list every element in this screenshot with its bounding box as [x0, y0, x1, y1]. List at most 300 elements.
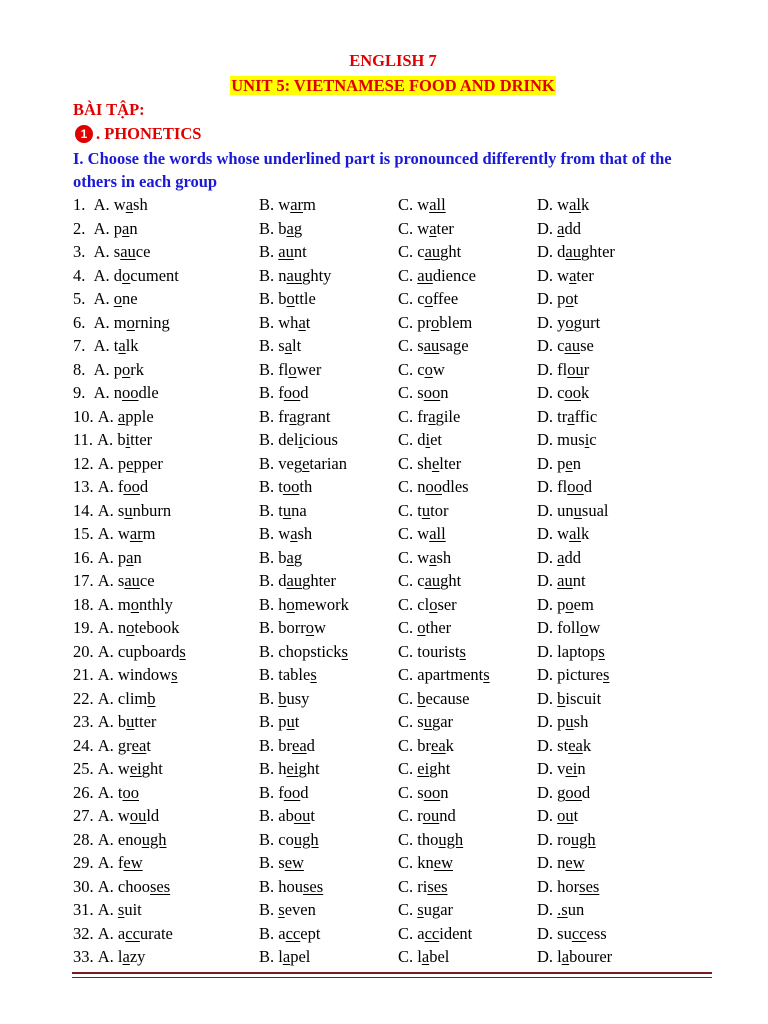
option-c: C. caught — [398, 571, 462, 590]
option-b: B. naughty — [259, 265, 332, 285]
question-row — [73, 334, 713, 358]
option-a: 25. A. weight — [73, 759, 163, 778]
underlined-part: au — [423, 336, 440, 355]
option-letter: B. — [259, 265, 279, 285]
underlined-part: a — [125, 195, 134, 214]
underlined-part: a — [567, 406, 575, 426]
underlined-part: ou — [129, 806, 147, 825]
underlined-part: s — [483, 665, 490, 684]
option-letter: C. — [398, 594, 418, 614]
question-row — [73, 569, 713, 593]
option-letter: A. — [97, 853, 118, 872]
option-letter: B. — [259, 359, 279, 379]
underlined-part: b — [278, 688, 287, 708]
underlined-part: o — [130, 594, 140, 614]
option-b: B. sew — [259, 853, 304, 872]
underlined-part: au — [424, 242, 441, 261]
option-c: C. sugar — [398, 712, 454, 731]
option-c: C. soon — [398, 383, 449, 402]
option-b: B. lapel — [259, 947, 311, 966]
option-c: C. closer — [398, 594, 457, 614]
option-letter: D. — [537, 618, 558, 637]
option-letter: A. — [97, 688, 118, 708]
question-number: 31. — [73, 900, 98, 919]
question-row — [73, 593, 713, 617]
option-a: 23. A. butter — [73, 712, 157, 731]
underlined-part: a — [284, 336, 293, 355]
underlined-part: a — [122, 218, 130, 238]
section-number-badge: 1 — [75, 125, 93, 143]
option-letter: C. — [398, 947, 418, 966]
question-number: 2. — [73, 218, 94, 238]
option-c: C. diet — [398, 430, 443, 449]
question-number: 23. — [73, 712, 98, 731]
underlined-part: u — [126, 712, 135, 731]
option-a: 17. A. sauce — [73, 571, 155, 590]
option-letter: D. — [537, 336, 558, 355]
option-d: D. new — [537, 853, 585, 872]
underlined-part: ea — [431, 735, 446, 755]
instruction-text: I. Choose the words whose underlined part is pronounced differently from that of the others in each group — [73, 149, 672, 191]
underlined-part: a — [428, 406, 436, 426]
option-letter: D. — [537, 500, 558, 520]
underlined-part: au — [564, 336, 581, 355]
underlined-part: a — [286, 547, 294, 567]
option-d: D. out — [537, 806, 579, 825]
option-b: B. homework — [259, 594, 349, 614]
underlined-part: ugh — [438, 829, 464, 849]
underlined-part: u — [286, 712, 295, 731]
option-letter: D. — [537, 571, 558, 590]
option-letter: C. — [398, 312, 418, 332]
option-a: 2. A. pan — [73, 218, 138, 238]
underlined-part: e — [302, 453, 310, 473]
option-letter: D. — [537, 218, 558, 238]
option-c: C. knew — [398, 853, 454, 872]
underlined-part: a — [298, 312, 306, 332]
question-number: 21. — [73, 665, 98, 684]
option-b: B. put — [259, 712, 300, 731]
option-d: D. water — [537, 265, 594, 285]
option-letter: C. — [398, 218, 418, 238]
underlined-part: oo — [423, 383, 441, 402]
option-a: 7. A. talk — [73, 336, 139, 355]
option-d: D. walk — [537, 524, 590, 543]
underlined-part: cc — [571, 923, 587, 943]
option-b: B. about — [259, 806, 315, 825]
underlined-part: oo — [564, 383, 581, 402]
question-number: 7. — [73, 336, 94, 355]
option-letter: C. — [398, 829, 418, 849]
underlined-part: s — [602, 665, 610, 684]
option-letter: C. — [398, 453, 418, 473]
underlined-part: o — [288, 359, 297, 379]
underlined-part: o — [580, 618, 589, 637]
option-letter: B. — [259, 406, 279, 426]
underlined-part: u — [124, 500, 133, 520]
option-letter: D. — [537, 195, 558, 214]
option-a: 14. A. sunburn — [73, 500, 172, 520]
option-b: B. bread — [259, 735, 315, 755]
option-a: 5. A. one — [73, 289, 138, 308]
option-letter: C. — [398, 406, 418, 426]
question-row — [73, 757, 713, 781]
question-number: 14. — [73, 500, 98, 520]
underlined-part: a — [126, 547, 134, 567]
option-letter: A. — [97, 500, 118, 520]
underlined-part: ew — [123, 853, 143, 872]
underlined-part: a — [286, 218, 294, 238]
option-c: C. sugar — [398, 900, 454, 919]
option-letter: A. — [93, 312, 114, 332]
option-d: D. follow — [537, 618, 601, 637]
underlined-part: a — [557, 547, 565, 567]
option-letter: D. — [537, 289, 558, 308]
question-row — [73, 499, 713, 523]
option-d: D. cause — [537, 336, 594, 355]
option-letter: A. — [97, 430, 118, 449]
option-letter: B. — [259, 336, 279, 355]
option-letter: A. — [97, 923, 118, 943]
option-letter: A. — [97, 406, 118, 426]
option-c: C. label — [398, 947, 450, 966]
underlined-part: s — [117, 900, 125, 919]
option-a: 24. A. great — [73, 735, 151, 755]
underlined-part: i — [125, 430, 131, 449]
option-letter: A. — [97, 618, 118, 637]
underlined-part: e — [565, 453, 573, 473]
question-row — [73, 922, 713, 946]
option-c: C. break — [398, 735, 454, 755]
option-letter: D. — [537, 406, 558, 426]
underlined-part: o — [565, 594, 574, 614]
option-a: 13. A. food — [73, 477, 149, 496]
option-letter: B. — [259, 547, 279, 567]
option-d: D. daughter — [537, 242, 615, 261]
option-a: 12. A. pepper — [73, 453, 163, 473]
option-letter: A. — [97, 829, 118, 849]
option-a: 16. A. pan — [73, 547, 142, 567]
option-letter: B. — [259, 618, 279, 637]
option-a: 29. A. few — [73, 853, 143, 872]
underlined-part: au — [565, 242, 581, 261]
option-b: B. bag — [259, 218, 303, 238]
option-letter: B. — [259, 829, 279, 849]
option-letter: B. — [259, 312, 279, 332]
question-number: 13. — [73, 477, 98, 496]
underlined-part: o — [565, 289, 574, 308]
underlined-part: au — [557, 571, 573, 590]
question-row — [73, 710, 713, 734]
option-letter: A. — [93, 242, 114, 261]
underlined-part: ei — [565, 759, 578, 778]
underlined-part: ew — [284, 853, 304, 872]
underlined-part: ei — [417, 759, 430, 778]
option-letter: B. — [259, 383, 279, 402]
underlined-part: all — [429, 195, 446, 214]
question-number: 20. — [73, 641, 98, 661]
question-number: 22. — [73, 688, 98, 708]
option-letter: B. — [259, 759, 279, 778]
phonetics-heading — [73, 122, 713, 146]
option-letter: A. — [97, 900, 118, 919]
option-b: B. food — [259, 383, 309, 402]
option-a: 18. A. monthly — [73, 594, 173, 614]
option-letter: B. — [259, 500, 279, 520]
option-b: B. wash — [259, 524, 313, 543]
option-letter: D. — [537, 665, 558, 684]
option-d: D. pot — [537, 289, 579, 308]
option-d: D. unusual — [537, 500, 609, 520]
option-letter: C. — [398, 641, 418, 661]
option-d: D. rough — [537, 829, 596, 849]
option-letter: A. — [93, 265, 114, 285]
underlined-part: s — [417, 900, 424, 919]
option-letter: D. — [537, 477, 558, 496]
option-letter: C. — [398, 430, 418, 449]
option-d: D. pictures — [537, 665, 610, 684]
question-row — [73, 217, 713, 241]
option-letter: D. — [537, 524, 558, 543]
underlined-part: ar — [290, 195, 304, 214]
question-row — [73, 851, 713, 875]
underlined-part: oo — [425, 477, 443, 496]
underlined-part: au — [286, 265, 303, 285]
option-letter: C. — [398, 923, 418, 943]
underlined-part: all — [429, 524, 446, 543]
option-letter: B. — [259, 218, 279, 238]
option-letter: B. — [259, 289, 279, 308]
option-letter: B. — [259, 900, 279, 919]
option-letter: D. — [537, 759, 558, 778]
underlined-part: oo — [567, 477, 584, 496]
underlined-part: oo — [122, 383, 139, 402]
underlined-part: ea — [131, 735, 147, 755]
underlined-part: s — [278, 900, 285, 919]
underlined-part: al — [569, 524, 582, 543]
underlined-part: o — [429, 594, 438, 614]
underlined-part: o — [424, 359, 433, 379]
question-number: 4. — [73, 265, 94, 285]
underlined-part: ugh — [293, 829, 319, 849]
option-c: C. round — [398, 806, 456, 825]
option-d: D. poem — [537, 594, 594, 614]
question-row — [73, 546, 713, 570]
question-number: 17. — [73, 571, 98, 590]
option-a: 31. A. suit — [73, 900, 142, 919]
option-letter: D. — [537, 688, 558, 708]
option-letter: B. — [259, 477, 279, 496]
option-b: B. houses — [259, 876, 324, 896]
question-number: 18. — [73, 594, 98, 614]
underlined-part: ew — [433, 853, 454, 872]
question-row — [73, 240, 713, 264]
question-number: 3. — [73, 242, 94, 261]
footer-rule-thin — [72, 977, 712, 978]
underlined-part: s — [341, 641, 348, 661]
underlined-part: cc — [424, 923, 440, 943]
option-d: D. pen — [537, 453, 581, 473]
underlined-part: ei — [286, 759, 299, 778]
option-a: 15. A. warm — [73, 524, 156, 543]
option-letter: B. — [259, 876, 279, 896]
question-row — [73, 381, 713, 405]
underlined-part: a — [429, 547, 437, 567]
option-letter: C. — [398, 524, 418, 543]
option-b: B. accept — [259, 923, 321, 943]
option-c: C. shelter — [398, 453, 462, 473]
option-a: 3. A. sauce — [73, 242, 151, 261]
option-d: D. traffic — [537, 406, 598, 426]
option-d: D. music — [537, 430, 597, 449]
underlined-part: au — [417, 265, 433, 285]
option-letter: D. — [537, 265, 558, 285]
question-row — [73, 875, 713, 899]
option-b: B. busy — [259, 688, 310, 708]
option-letter: B. — [259, 853, 279, 872]
option-a: 4. A. document — [73, 265, 179, 285]
underlined-part: au — [424, 571, 441, 590]
underlined-part: o — [113, 289, 123, 308]
underlined-part: ea — [568, 735, 583, 755]
option-d: D. success — [537, 923, 607, 943]
option-c: C. apartments — [398, 665, 490, 684]
underlined-part: u — [282, 500, 292, 520]
option-letter: B. — [259, 712, 279, 731]
option-b: B. seven — [259, 900, 316, 919]
option-b: B. bottle — [259, 289, 316, 308]
underlined-part: s — [459, 641, 466, 661]
underlined-part: a — [117, 406, 126, 426]
underlined-part: o — [417, 618, 426, 637]
option-letter: C. — [398, 195, 418, 214]
underlined-part: ugh — [141, 829, 167, 849]
option-letter: A. — [93, 336, 114, 355]
option-a: 1. A. wash — [73, 195, 148, 214]
option-letter: B. — [259, 923, 279, 943]
option-b: B. cough — [259, 829, 319, 849]
underlined-part: .s — [557, 900, 568, 919]
option-letter: A. — [97, 524, 118, 543]
option-d: D. good — [537, 782, 591, 802]
question-row — [73, 616, 713, 640]
option-letter: C. — [398, 289, 418, 308]
underlined-part: a — [429, 218, 437, 238]
underlined-part: s — [171, 665, 178, 684]
underlined-part: ses — [303, 876, 324, 896]
option-c: C. wash — [398, 547, 452, 567]
question-row — [73, 405, 713, 429]
option-c: C. sausage — [398, 336, 469, 355]
option-letter: A. — [93, 195, 114, 214]
underlined-part: au — [286, 571, 303, 590]
question-row — [73, 475, 713, 499]
underlined-part: o — [122, 359, 131, 379]
underlined-part: a — [557, 218, 565, 238]
option-letter: D. — [537, 430, 558, 449]
option-letter: C. — [398, 688, 418, 708]
option-a: 20. A. cupboards — [73, 641, 186, 661]
option-letter: C. — [398, 712, 418, 731]
question-row — [73, 311, 713, 335]
option-letter: D. — [537, 383, 558, 402]
question-number: 26. — [73, 782, 98, 802]
question-row — [73, 287, 713, 311]
option-letter: A. — [97, 594, 118, 614]
option-c: C. audience — [398, 265, 476, 285]
question-number: 9. — [73, 383, 94, 402]
underlined-part: i — [298, 430, 304, 449]
option-d: D. flour — [537, 359, 590, 379]
underlined-part: o — [122, 265, 131, 285]
option-d: D. labourer — [537, 947, 613, 966]
option-a: 26. A. too — [73, 782, 140, 802]
option-letter: A. — [97, 547, 118, 567]
option-letter: C. — [398, 547, 418, 567]
option-letter: D. — [537, 641, 558, 661]
question-list — [73, 193, 713, 969]
underlined-part: b — [147, 688, 156, 708]
underlined-part: ew — [565, 853, 585, 872]
underlined-part: a — [282, 947, 291, 966]
underlined-part: ou — [422, 806, 440, 825]
exercise-label: BÀI TẬP: — [73, 100, 145, 119]
option-a: 9. A. noodle — [73, 383, 159, 402]
option-letter: C. — [398, 571, 418, 590]
question-row — [73, 452, 713, 476]
option-letter: C. — [398, 265, 418, 285]
option-letter: D. — [537, 242, 558, 261]
option-letter: B. — [259, 806, 279, 825]
option-d: D. flood — [537, 477, 593, 496]
option-letter: B. — [259, 453, 279, 473]
underlined-part: a — [561, 947, 570, 966]
option-letter: D. — [537, 923, 558, 943]
question-number: 16. — [73, 547, 98, 567]
option-letter: C. — [398, 782, 418, 802]
option-letter: B. — [259, 594, 279, 614]
option-letter: B. — [259, 430, 279, 449]
option-d: D. walk — [537, 195, 590, 214]
option-letter: A. — [97, 477, 118, 496]
option-d: D. horses — [537, 876, 600, 896]
option-letter: C. — [398, 665, 418, 684]
option-b: B. tooth — [259, 477, 313, 496]
unit-heading — [73, 73, 713, 98]
option-letter: C. — [398, 500, 418, 520]
option-a: 6. A. morning — [73, 312, 170, 332]
question-row — [73, 640, 713, 664]
option-letter: A. — [97, 876, 118, 896]
option-a: 19. A. notebook — [73, 618, 180, 637]
option-letter: B. — [259, 947, 279, 966]
option-letter: A. — [93, 383, 114, 402]
question-row — [73, 428, 713, 452]
option-letter: C. — [398, 735, 418, 755]
option-letter: C. — [398, 336, 418, 355]
option-letter: C. — [398, 242, 418, 261]
underlined-part: ou — [293, 806, 311, 825]
question-row — [73, 522, 713, 546]
option-letter: B. — [259, 735, 279, 755]
option-letter: D. — [537, 453, 558, 473]
option-d: D. cook — [537, 383, 590, 402]
option-a: 32. A. accurate — [73, 923, 173, 943]
underlined-part: ea — [292, 735, 307, 755]
underlined-part: o — [126, 618, 135, 637]
option-letter: B. — [259, 242, 279, 261]
underlined-part: o — [286, 594, 295, 614]
